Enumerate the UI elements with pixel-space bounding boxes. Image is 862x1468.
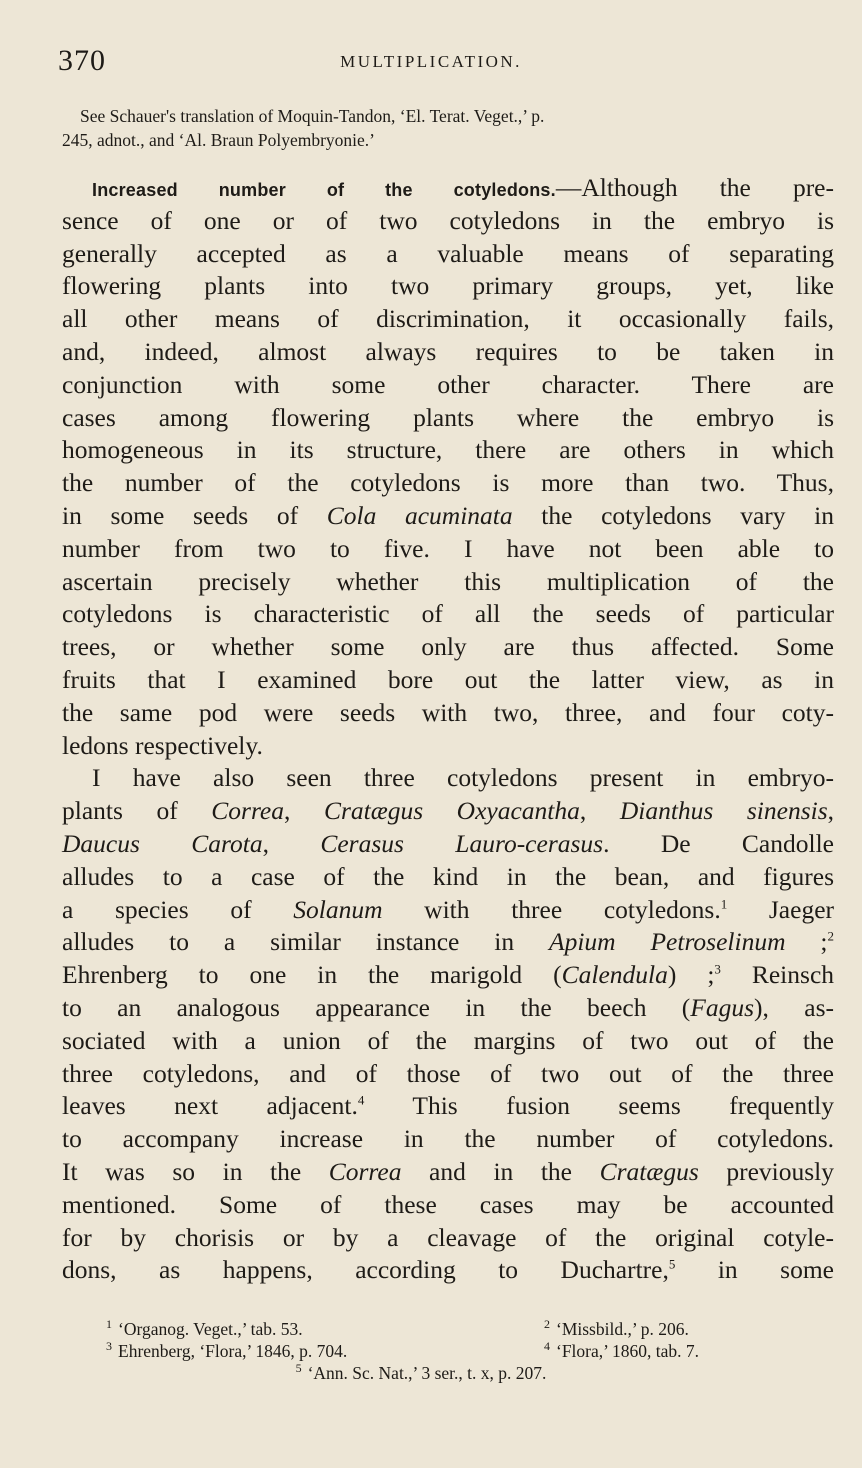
text-line: ledons respectively. — [62, 730, 263, 760]
text-line: all other means of discrimination, it occasionally fails, — [62, 304, 834, 334]
text-line: flowering plants into two primary groups, yet, like — [62, 271, 834, 301]
footnote: $^2$ ‘Missbild.,’ p. 206. — [544, 1317, 689, 1339]
footnote-ref: 5 — [668, 1256, 676, 1272]
footnote: $^5$ ‘Ann. Sc. Nat.,’ 3 ser., t. x, p. 207. — [295, 1361, 547, 1383]
text-line: ascertain precisely whether this multiplication of the — [62, 566, 834, 596]
text-line: alludes to a similar instance in Apium Petroselinum ;$^2$ — [62, 927, 835, 957]
text-line: three cotyledons, and of those of two out of the three — [62, 1058, 834, 1088]
text-line: cases among flowering plants where the embryo is — [62, 402, 834, 432]
running-head: MULTIPLICATION. — [340, 52, 522, 71]
footnote-ref: 1 — [720, 896, 728, 912]
footnote: $^1$ ‘Organog. Veget.,’ tab. 53. — [106, 1317, 303, 1339]
text-line: to accompany increase in the number of cotyledons. — [62, 1124, 834, 1154]
footnote-row — [106, 1318, 806, 1340]
text-line: the same pod were seeds with two, three, and four coty- — [62, 697, 834, 727]
footnote-ref: 3 — [714, 961, 721, 977]
text-line: sence of one or of two cotyledons in the embryo is — [62, 205, 834, 235]
top-note-line: 245, adnot., and ‘Al. Braun Polyembryonie.’ — [62, 130, 376, 150]
text-line: mentioned. Some of these cases may be accounted — [62, 1189, 834, 1219]
text-line: homogeneous in its structure, there are others in which — [62, 435, 834, 465]
text-line: cotyledons is characteristic of all the seeds of particular — [62, 599, 834, 629]
top-note-line: See Schauer's translation of Moquin-Tandon, ‘El. Terat. Veget.,’ p. — [80, 106, 545, 126]
text-line: leaves next adjacent.$^4$ This fusion seems frequently — [62, 1091, 835, 1121]
text-line: plants of Correa, Cratægus Oxyacantha, Dianthus sinensis, — [62, 796, 835, 826]
text-line: to an analogous appearance in the beech (Fagus), as- — [62, 992, 834, 1022]
text-line: trees, or whether some only are thus affected. Some — [62, 632, 834, 662]
text-line: and, indeed, almost always requires to be taken in — [62, 336, 834, 366]
text-line: It was so in the Correa and in the Cratægus previously — [62, 1156, 835, 1186]
footnote-row — [106, 1340, 806, 1362]
text-line: Increased number of the cotyledons.—Although the pre- — [92, 173, 834, 202]
text-line: Daucus Carota, Cerasus Lauro-cerasus. De Candolle — [62, 828, 834, 858]
text-line: a species of Solanum with three cotyledons.$^1$ Jaeger — [62, 894, 835, 924]
text-line: sociated with a union of the margins of two out of the — [62, 1025, 834, 1055]
text-line: in some seeds of Cola acuminata the cotyledons vary in — [62, 500, 835, 530]
text-line: number from two to five. I have not been able to — [62, 533, 834, 563]
footnote-ref: 4 — [357, 1092, 365, 1108]
text-line: conjunction with some other character. There are — [62, 369, 834, 399]
section-subheading: Increased number of the cotyledons. — [92, 180, 556, 200]
body-text — [62, 172, 834, 1287]
page-number: 370 — [58, 44, 106, 77]
text-line: the number of the cotyledons is more than two. Thus, — [62, 468, 834, 498]
footnote: $^3$ Ehrenberg, ‘Flora,’ 1846, p. 704. — [106, 1339, 348, 1361]
text-line: I have also seen three cotyledons present in embryo- — [92, 763, 834, 793]
text-line: fruits that I examined bore out the latter view, as in — [62, 664, 834, 694]
text-line: generally accepted as a valuable means of separating — [62, 238, 834, 268]
text-line: alludes to a case of the kind in the bean, and figures — [62, 861, 834, 891]
top-note — [62, 104, 837, 152]
text-line: for by chorisis or by a cleavage of the original cotyle- — [62, 1222, 834, 1252]
text-line: dons, as happens, according to Duchartre,$^5$ in some — [62, 1255, 834, 1285]
footnotes — [106, 1318, 806, 1384]
footnote-ref: 2 — [827, 928, 835, 944]
footnote: $^4$ ‘Flora,’ 1860, tab. 7. — [544, 1339, 700, 1361]
text-line: Ehrenberg to one in the marigold (Calendula) ;$^3$ Reinsch — [62, 960, 835, 990]
